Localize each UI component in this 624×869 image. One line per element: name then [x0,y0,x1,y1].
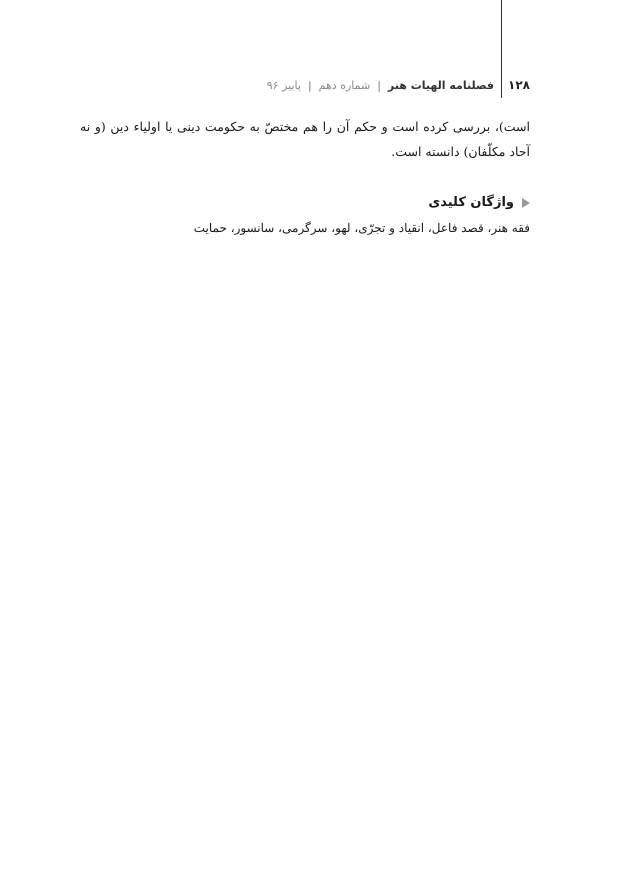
keywords-heading [428,195,530,210]
body-paragraph: است)، بررسی کرده است و حکم آن را هم مختصّ به حکومت دینی یا اولیاء دین (و نه آحاد مکلّفان) دانسته است. [80,119,530,159]
page-number: ۱۲۸ [508,78,530,92]
issue-number: شماره دهم [318,78,371,92]
running-header [267,78,530,92]
header-separator: | [377,78,381,92]
keywords-title: واژگان کلیدی [428,195,514,210]
journal-title: فصلنامه الهیات هنر [387,78,495,92]
header-separator: | [307,78,312,92]
issue-season: پاییز ۹۶ [266,78,301,92]
triangle-bullet-icon [522,198,530,208]
keywords-list: فقه هنر، قصد فاعل، انقیاد و تجرّی، لهو، سرگرمی، سانسور، حمایت [193,221,530,235]
